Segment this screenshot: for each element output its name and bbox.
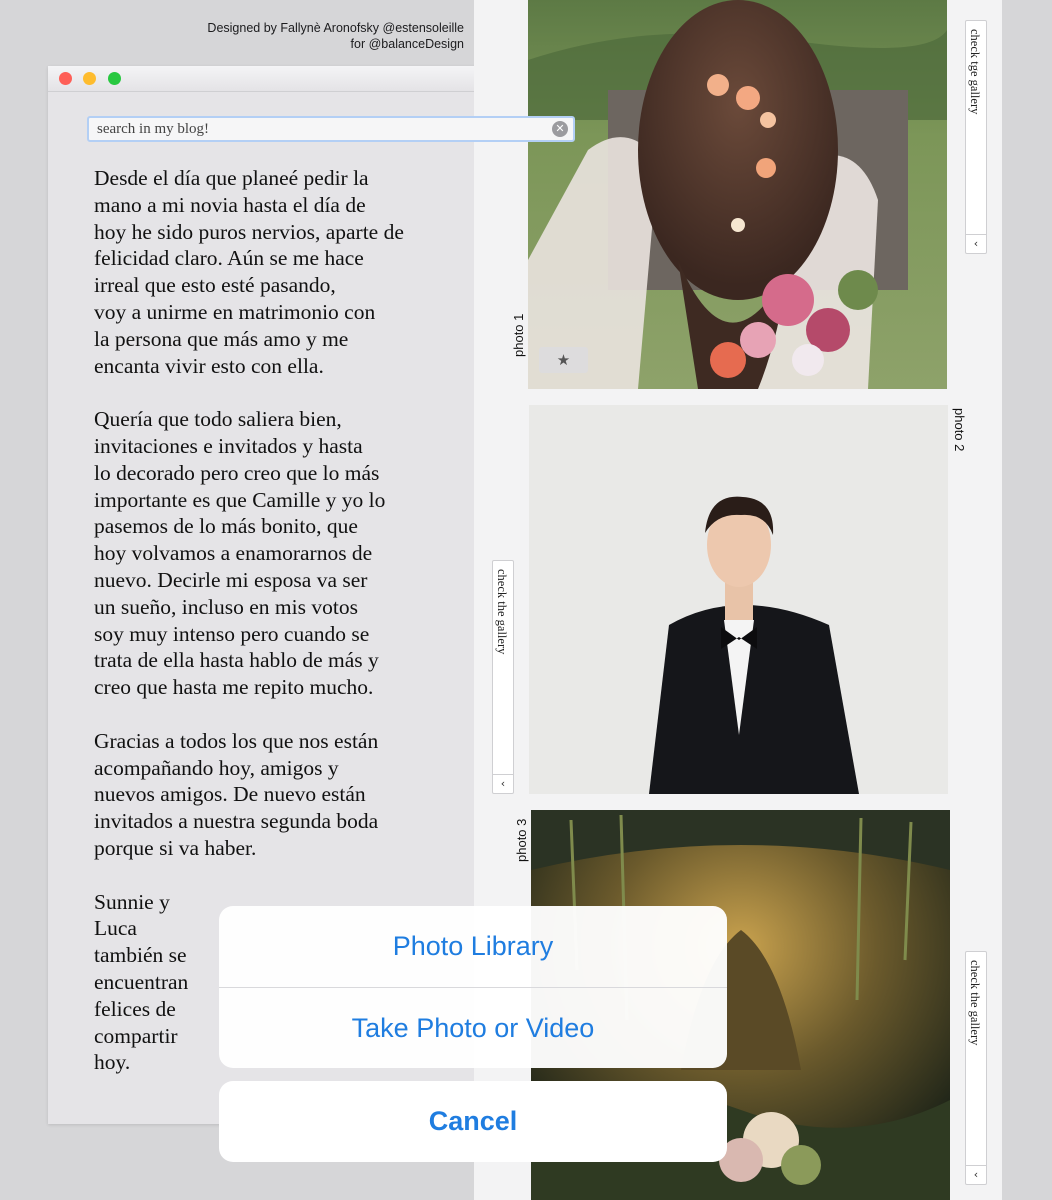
designer-credit <box>150 20 464 52</box>
favorite-star-button[interactable]: ★ <box>539 347 588 373</box>
credit-line-2: for @balanceDesign <box>350 37 464 51</box>
take-photo-or-video-button[interactable]: Take Photo or Video <box>219 988 727 1068</box>
gallery-tab-1-label: check tge gallery <box>968 29 982 115</box>
photo-2-label: photo 2 <box>952 408 967 452</box>
blog-paragraph-2: Quería que todo saliera bien, invitaciones e invitados y hasta lo decorado pero creo que lo más importante es que Camille y yo lo pasemos de lo más bonito, que hoy volvamos a enamorarnos de nuevo. Decirle mi esposa va ser un sueño, incluso en mis votos soy muy intenso pero cuando se trata de ella hasta hablo de más y creo que hasta me repito mucho. <box>94 407 386 700</box>
photo-library-button[interactable]: Photo Library <box>219 906 727 987</box>
chevron-left-icon[interactable]: ‹ <box>966 234 986 253</box>
minimize-window-button[interactable] <box>83 72 96 85</box>
blog-search-bar[interactable] <box>87 116 575 142</box>
gallery-side-tab-3[interactable] <box>965 951 987 1185</box>
gallery-side-tab-2[interactable] <box>492 560 514 794</box>
photo-3-label: photo 3 <box>514 818 529 862</box>
search-input[interactable] <box>97 120 527 138</box>
chevron-left-icon[interactable]: ‹ <box>493 774 513 793</box>
window-titlebar <box>48 66 536 92</box>
action-sheet <box>219 906 727 1068</box>
blog-paragraph-1: Desde el día que planeé pedir la mano a mi novia hasta el día de hoy he sido puros nervios, aparte de felicidad claro. Aún se me hace irreal que esto esté pasando, voy a unirme en matrimonio con la persona que más amo y me encanta vivir esto con ella. <box>94 166 404 378</box>
photo-2-image[interactable] <box>529 405 948 794</box>
zoom-window-button[interactable] <box>108 72 121 85</box>
gallery-tab-3-label: check the gallery <box>968 960 982 1046</box>
gallery-tab-2-label: check the gallery <box>495 569 509 655</box>
clear-search-icon[interactable]: ✕ <box>552 121 568 137</box>
blog-paragraph-4: Sunnie y Luca también se encuentran felices de compartir hoy. <box>94 889 189 1075</box>
blog-paragraph-3: Gracias a todos los que nos están acompañando hoy, amigos y nuevos amigos. De nuevo están invitados a nuestra segunda boda porque si va haber. <box>94 728 379 860</box>
photo-1-label: photo 1 <box>511 313 526 357</box>
close-window-button[interactable] <box>59 72 72 85</box>
chevron-left-icon[interactable]: ‹ <box>966 1165 986 1184</box>
photo-1-image[interactable] <box>528 0 947 389</box>
cancel-button[interactable]: Cancel <box>219 1081 727 1162</box>
gallery-side-tab-1[interactable] <box>965 20 987 254</box>
credit-line-1: Designed by Fallynè Aronofsky @estensoleille <box>207 21 464 35</box>
action-sheet-cancel-group <box>219 1081 727 1162</box>
